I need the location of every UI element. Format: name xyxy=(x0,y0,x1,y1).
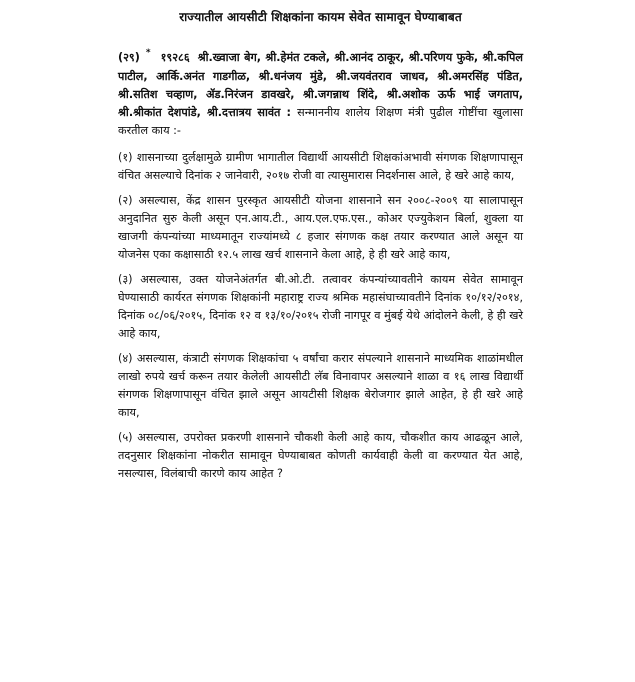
addressee-line: सन्माननीय शालेय शिक्षण मंत्री पुढील गोष्टींचा खुलासा करतील काय :- xyxy=(118,106,524,137)
starred-marker: * xyxy=(145,48,151,58)
question-part-3: (३) असल्यास, उक्त योजनेअंतर्गत बी.ओ.टी. तत्वावर कंपन्यांच्यावतीने कायम सेवेत सामावून घेण्यासाठी कार्यरत संगणक शिक्षकांनी महाराष्ट्र राज्य श्रमिक महासंघाच्यावतीने दिनांक १०/१२/२०१४, दिनांक ०८/०६/२०१५, दिनांक १२ व १३/१०/२०१५ रोजी नागपूर व मुंबई येथे आंदोलने केली, हे ही खरे आहे काय, xyxy=(118,273,523,340)
question-number: १९२८६ xyxy=(160,51,190,64)
document-title: राज्यातील आयसीटी शिक्षकांना कायम सेवेत सामावून घेण्याबाबत xyxy=(179,10,462,24)
member-names: श्री.ख्वाजा बेग, श्री.हेमंत टकले, श्री.आनंद ठाकूर, श्री.परिणय फुके, श्री.कपिल पाटील, आर्कि.अनंत गाडगीळ, श्री.धनंजय मुंडे, श्री.जयवंतराव जाधव, श्री.अमरसिंह पंडित, श्री.सतिश चव्हाण, ॲड.निरंजन डावखरे, श्री.जगन्नाथ शिंदे, श्री.अशोक ऊर्फ भाई जगताप, श्री.श्रीकांत देशपांडे, श्री.दत्तात्रय सावंत : xyxy=(118,51,523,119)
question-part-4: (४) असल्यास, कंत्राटी संगणक शिक्षकांचा ५ वर्षांचा करार संपल्याने शासनाने माध्यमिक शाळांमधील लाखो रुपये खर्च करून तयार केलेली आयसीटी लॅब विनावापर असल्याने शाळा व १६ लाख विद्यार्थी संगणक शिक्षणापासून वंचित झाले असून आयटीसी शिक्षक बेरोजगार झाले आहेत, हे ही खरे आहे काय, xyxy=(118,352,523,419)
question-part-2: (२) असल्यास, केंद्र शासन पुरस्कृत आयसीटी योजना शासनाने सन २००८-२००९ या सालापासून अनुदानित सुरु केली असून एन.आय.टी., आय.एल.एफ.एस., कोअर एज्युकेशन बिर्ला, शुक्ला या खाजगी कंपन्यांच्या माध्यमातून राज्यांमध्ये ८ हजार संगणक कक्ष तयार करण्यात आले असून या योजनेस एका कक्षासाठी १२.५ लाख खर्च शासनाने केला आहे, हे ही खरे आहे काय, xyxy=(118,194,523,261)
question-sequence: (२९) xyxy=(118,51,140,64)
question-part-1: (१) शासनाच्या दुर्लक्षामुळे ग्रामीण भागातील विद्यार्थी आयसीटी शिक्षकांअभावी संगणक शिक्षणापासून वंचित असल्याचे दिनांक २ जानेवारी, २०१७ रोजी वा त्यासुमारास निदर्शनास आले, हे खरे आहे काय, xyxy=(118,151,523,182)
question-header xyxy=(118,49,523,140)
question-part-5: (५) असल्यास, उपरोक्त प्रकरणी शासनाने चौकशी केली आहे काय, चौकशीत काय आढळून आले, तदनुसार शिक्षकांना नोकरीत सामावून घेण्याबाबत कोणती कार्यवाही केली वा करण्यात येत आहे, नसल्यास, विलंबाची कारणे काय आहेत ? xyxy=(118,431,523,480)
